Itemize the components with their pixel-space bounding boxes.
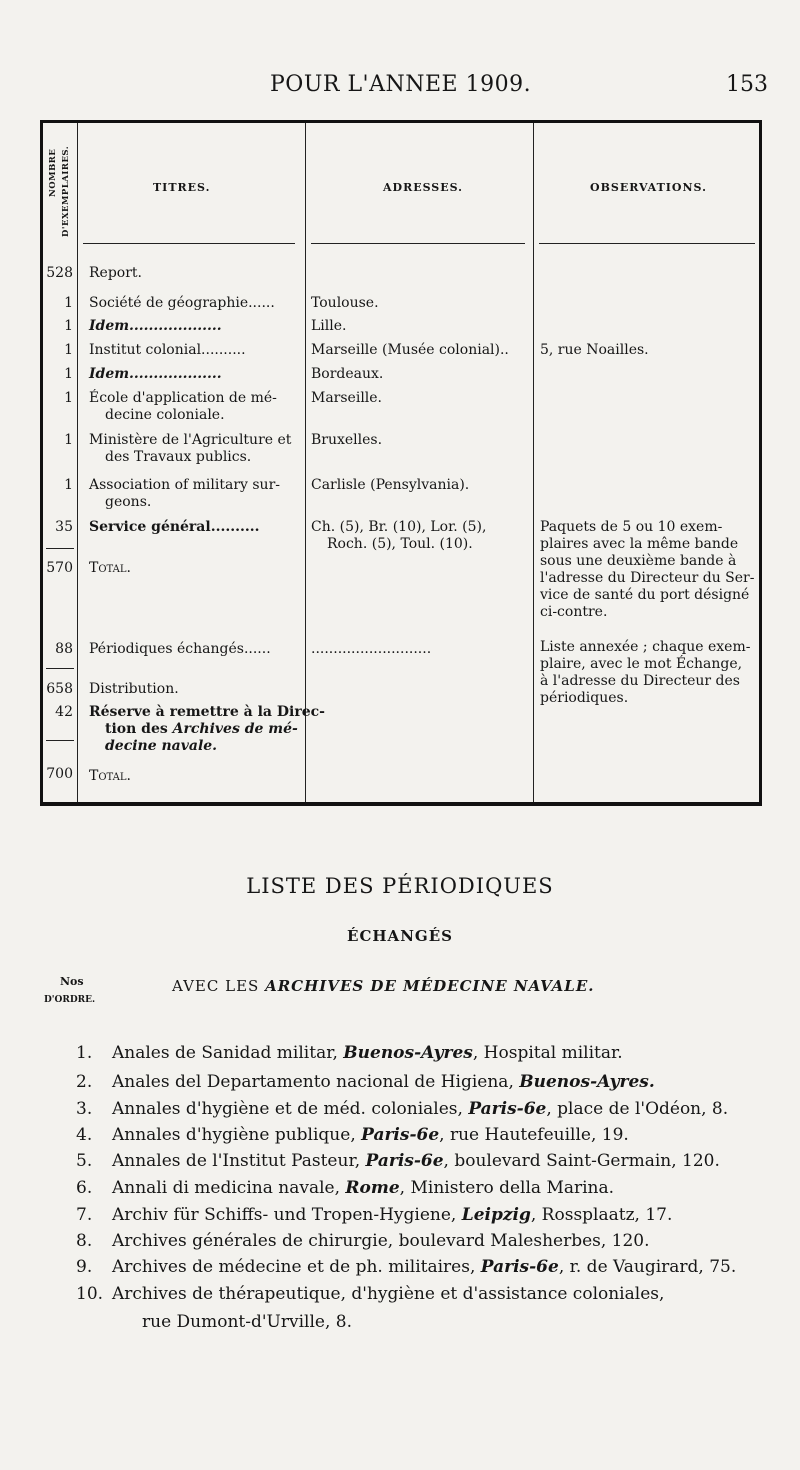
row-count: 1 <box>64 342 73 358</box>
row-title: Total. <box>89 560 131 576</box>
list-item: 7. Archiv für Schiffs- und Tropen-Hygiene, Leipzig, Rossplaatz, 17. <box>76 1205 673 1225</box>
row-title: Total. <box>89 768 131 784</box>
list-item: 10. Archives de thérapeutique, d'hygiène et d'assistance coloniales, <box>76 1284 665 1304</box>
service-observation: Paquets de 5 ou 10 exem- plaires avec la même bande sous une deuxième bande à l'adresse du Directeur du Ser- vice de santé du port désigné ci-contre. <box>540 519 755 620</box>
row-title: Ministère de l'Agriculture et <box>89 432 292 448</box>
sum-rule <box>46 668 74 669</box>
list-item: 9. Archives de médecine et de ph. militaires, Paris-6e, r. de Vaugirard, 75. <box>76 1257 737 1277</box>
row-address: ........................... <box>311 641 432 657</box>
row-count: 42 <box>55 704 73 720</box>
row-title-cont: decine coloniale. <box>105 407 225 423</box>
row-title: Distribution. <box>89 681 179 697</box>
header-rule <box>539 243 755 244</box>
addresses-column-header: ADRESSES. <box>383 181 464 194</box>
list-item: 1. Anales de Sanidad militar, Buenos-Ayres, Hospital militar. <box>76 1043 623 1063</box>
count-column-header: NOMBRE D'EXEMPLAIRES. <box>48 145 71 237</box>
row-title: École d'application de mé- <box>89 390 277 406</box>
row-title-cont: des Travaux publics. <box>105 449 252 465</box>
row-count: 1 <box>64 477 73 493</box>
row-count: 658 <box>46 681 73 697</box>
periodiques-observation: Liste annexée ; chaque exem- plaire, avec le mot Échange, à l'adresse du Directeur des périodiques. <box>540 639 751 706</box>
row-title: Association of military sur- <box>89 477 280 493</box>
row-count: 1 <box>64 390 73 406</box>
row-count: 1 <box>64 295 73 311</box>
row-observation: 5, rue Noailles. <box>540 342 649 358</box>
row-count: 570 <box>46 560 73 576</box>
row-title-cont: decine navale. <box>105 738 218 754</box>
list-item-continuation: rue Dumont-d'Urville, 8. <box>142 1312 353 1332</box>
row-address: Ch. (5), Br. (10), Lor. (5), <box>311 519 487 535</box>
dordre-label: D'ORDRE. <box>44 995 96 1005</box>
row-count: 1 <box>64 366 73 382</box>
list-item: 6. Annali di medicina navale, Rome, Ministero della Marina. <box>76 1178 615 1198</box>
list-title: LISTE DES PÉRIODIQUES <box>246 874 554 898</box>
row-count: 1 <box>64 432 73 448</box>
row-title: Institut colonial.......... <box>89 342 246 358</box>
row-title: Report. <box>89 265 142 281</box>
row-count: 1 <box>64 318 73 334</box>
row-title: Idem................... <box>89 318 222 334</box>
list-item: 5. Annales de l'Institut Pasteur, Paris-6e, boulevard Saint-Germain, 120. <box>76 1151 720 1171</box>
list-item: 8. Archives générales de chirurgie, boulevard Malesherbes, 120. <box>76 1231 650 1251</box>
row-title: Périodiques échangés...... <box>89 641 271 657</box>
list-item: 3. Annales d'hygiène et de méd. coloniales, Paris-6e, place de l'Odéon, 8. <box>76 1099 729 1119</box>
row-count: 35 <box>55 519 73 535</box>
row-count: 88 <box>55 641 73 657</box>
sum-rule <box>46 740 74 741</box>
running-header: POUR L'ANNEE 1909. <box>270 72 532 97</box>
distribution-table <box>40 120 762 806</box>
row-address: Toulouse. <box>311 295 379 311</box>
observations-column-header: OBSERVATIONS. <box>590 181 707 194</box>
page-number: 153 <box>726 72 768 97</box>
list-item: 2. Anales del Departamento nacional de Higiena, Buenos-Ayres. <box>76 1072 655 1092</box>
list-subtitle: ÉCHANGÉS <box>347 927 453 945</box>
row-address: Carlisle (Pensylvania). <box>311 477 470 493</box>
header-rule <box>311 243 525 244</box>
row-title-cont: geons. <box>105 494 152 510</box>
row-title: Service général.......... <box>89 519 260 535</box>
row-title-cont: tion des Archives de mé- <box>105 721 298 737</box>
row-count: 700 <box>46 766 73 782</box>
header-rule <box>83 243 295 244</box>
list-heading: AVEC LES ARCHIVES DE MÉDECINE NAVALE. <box>172 977 595 995</box>
row-address: Lille. <box>311 318 347 334</box>
nos-label: Nos <box>60 975 84 988</box>
row-title: Idem................... <box>89 366 222 382</box>
row-address: Marseille. <box>311 390 383 406</box>
row-address-cont: Roch. (5), Toul. (10). <box>327 536 473 552</box>
sum-rule <box>46 548 74 549</box>
list-item: 4. Annales d'hygiène publique, Paris-6e, rue Hautefeuille, 19. <box>76 1125 629 1145</box>
column-rule <box>533 123 534 802</box>
row-title: Société de géographie...... <box>89 295 275 311</box>
row-count: 528 <box>46 265 73 281</box>
row-address: Marseille (Musée colonial).. <box>311 342 509 358</box>
titles-column-header: TITRES. <box>153 181 211 194</box>
row-address: Bordeaux. <box>311 366 384 382</box>
row-address: Bruxelles. <box>311 432 383 448</box>
row-title: Réserve à remettre à la Direc- <box>89 704 325 720</box>
